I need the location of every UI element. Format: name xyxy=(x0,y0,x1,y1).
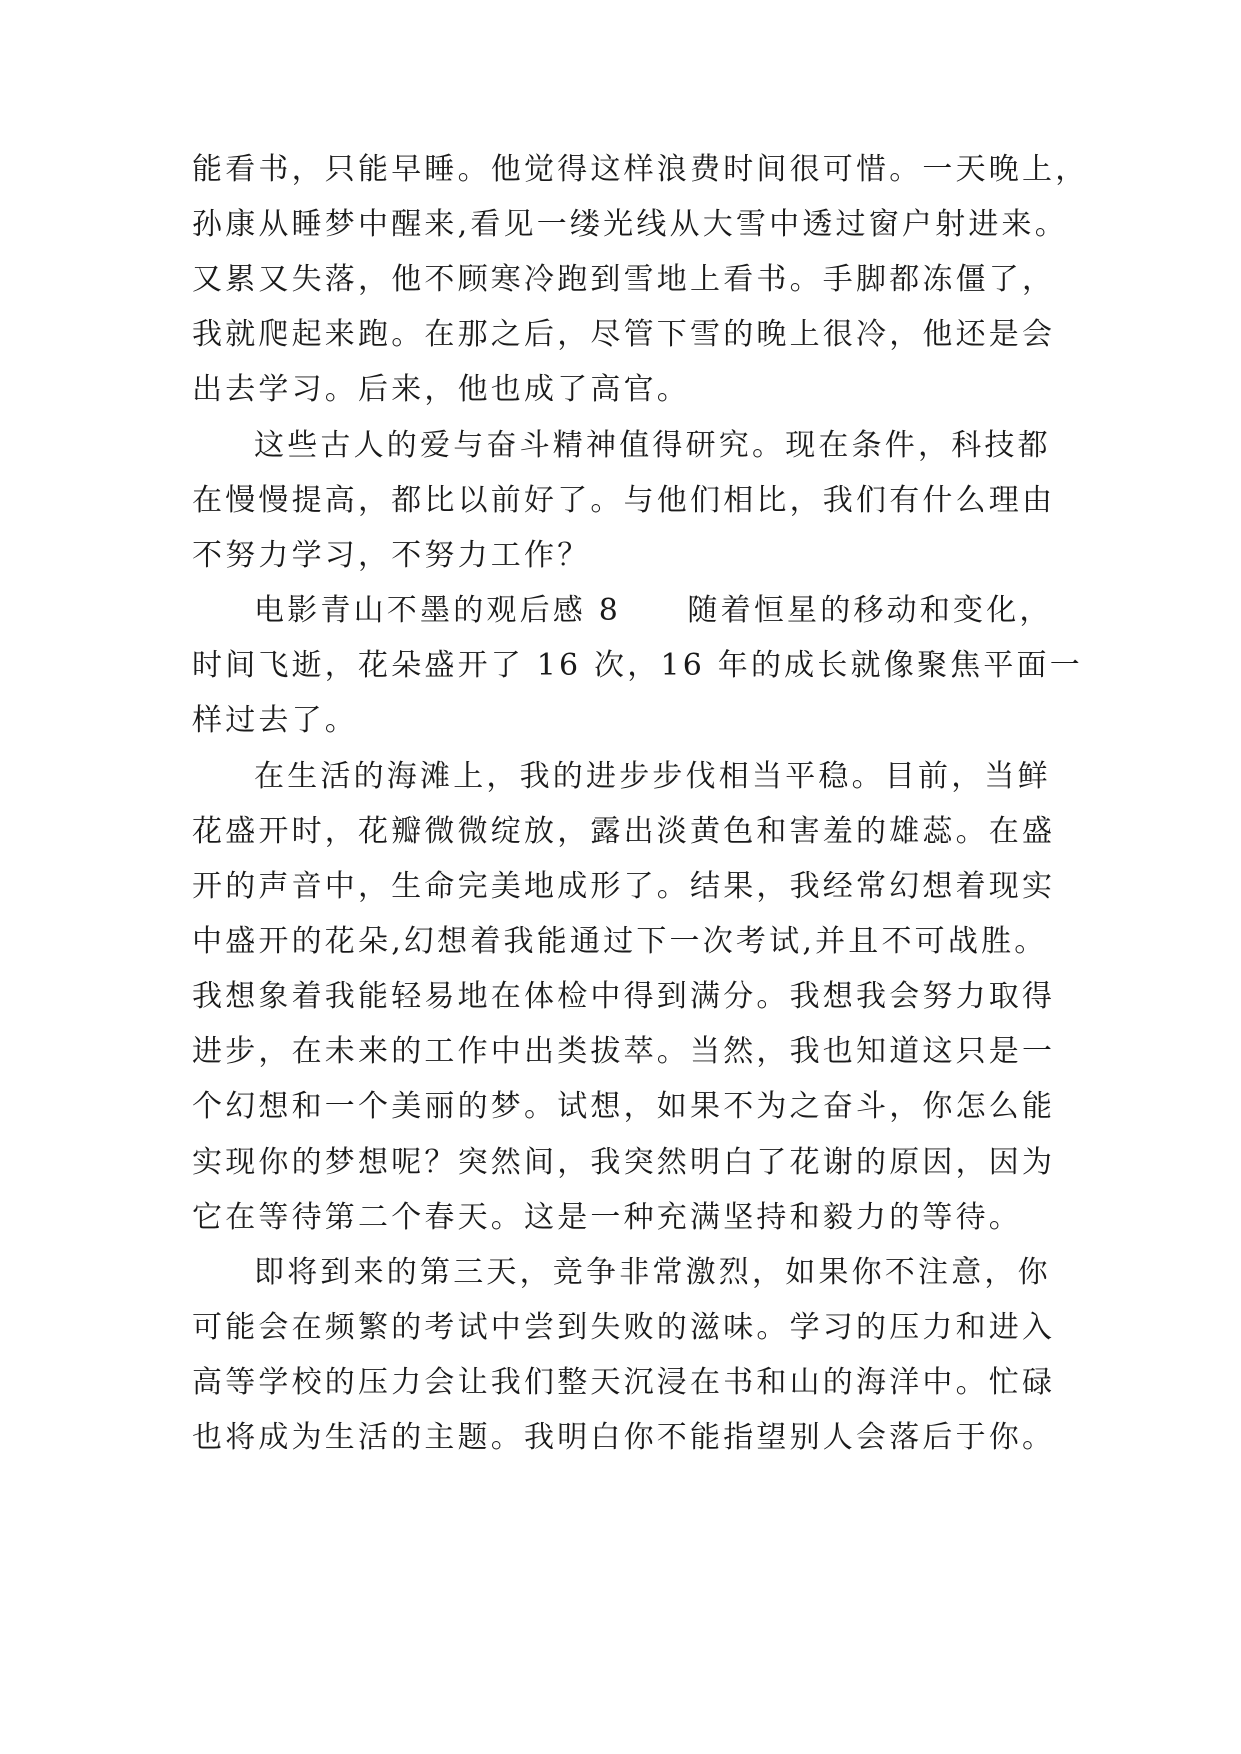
text-line: 可能会在频繁的考试中尝到失败的滋味。学习的压力和进入 xyxy=(192,1310,1056,1345)
text-line: 高等学校的压力会让我们整天沉浸在书和山的海洋中。忙碌 xyxy=(192,1365,1056,1400)
text-line: 样过去了。 xyxy=(192,703,358,738)
text-line: 进步，在未来的工作中出类拔萃。当然，我也知道这只是一 xyxy=(192,1034,1056,1069)
text-line: 它在等待第二个春天。这是一种充满坚持和毅力的等待。 xyxy=(192,1200,1022,1235)
paragraph-first-line: 在生活的海滩上，我的进步步伐相当平稳。目前，当鲜 xyxy=(254,759,1051,794)
text-line: 开的声音中，生命完美地成形了。结果，我经常幻想着现实 xyxy=(192,869,1056,904)
text-line: 孙康从睡梦中醒来,看见一缕光线从大雪中透过窗户射进来。 xyxy=(192,207,1068,242)
paragraph-first-line: 即将到来的第三天，竞争非常激烈，如果你不注意，你 xyxy=(254,1255,1051,1290)
text-line: 我想象着我能轻易地在体检中得到满分。我想我会努力取得 xyxy=(192,979,1056,1014)
paragraph-first-line: 这些古人的爱与奋斗精神值得研究。现在条件，科技都 xyxy=(254,428,1051,463)
text-line: 实现你的梦想呢？突然间，我突然明白了花谢的原因，因为 xyxy=(192,1145,1056,1180)
text-line: 中盛开的花朵,幻想着我能通过下一次考试,并且不可战胜。 xyxy=(192,924,1048,959)
text-line: 在慢慢提高，都比以前好了。与他们相比，我们有什么理由 xyxy=(192,483,1056,518)
text-line: 也将成为生活的主题。我明白你不能指望别人会落后于你。 xyxy=(192,1420,1056,1455)
text-line: 能看书，只能早睡。他觉得这样浪费时间很可惜。一天晚上， xyxy=(192,152,1089,187)
text-line: 出去学习。后来，他也成了高官。 xyxy=(192,372,690,407)
paragraph-first-line: 电影青山不墨的观后感 8 随着恒星的移动和变化， xyxy=(254,593,1053,628)
text-line: 我就爬起来跑。在那之后，尽管下雪的晚上很冷，他还是会 xyxy=(192,317,1056,352)
text-line: 花盛开时，花瓣微微绽放，露出淡黄色和害羞的雄蕊。在盛 xyxy=(192,814,1056,849)
text-line: 个幻想和一个美丽的梦。试想，如果不为之奋斗，你怎么能 xyxy=(192,1089,1056,1124)
text-line: 时间飞逝，花朵盛开了 16 次，16 年的成长就像聚焦平面一 xyxy=(192,648,1083,683)
text-line: 又累又失落，他不顾寒冷跑到雪地上看书。手脚都冻僵了， xyxy=(192,262,1056,297)
text-line: 不努力学习，不努力工作？ xyxy=(192,538,591,573)
